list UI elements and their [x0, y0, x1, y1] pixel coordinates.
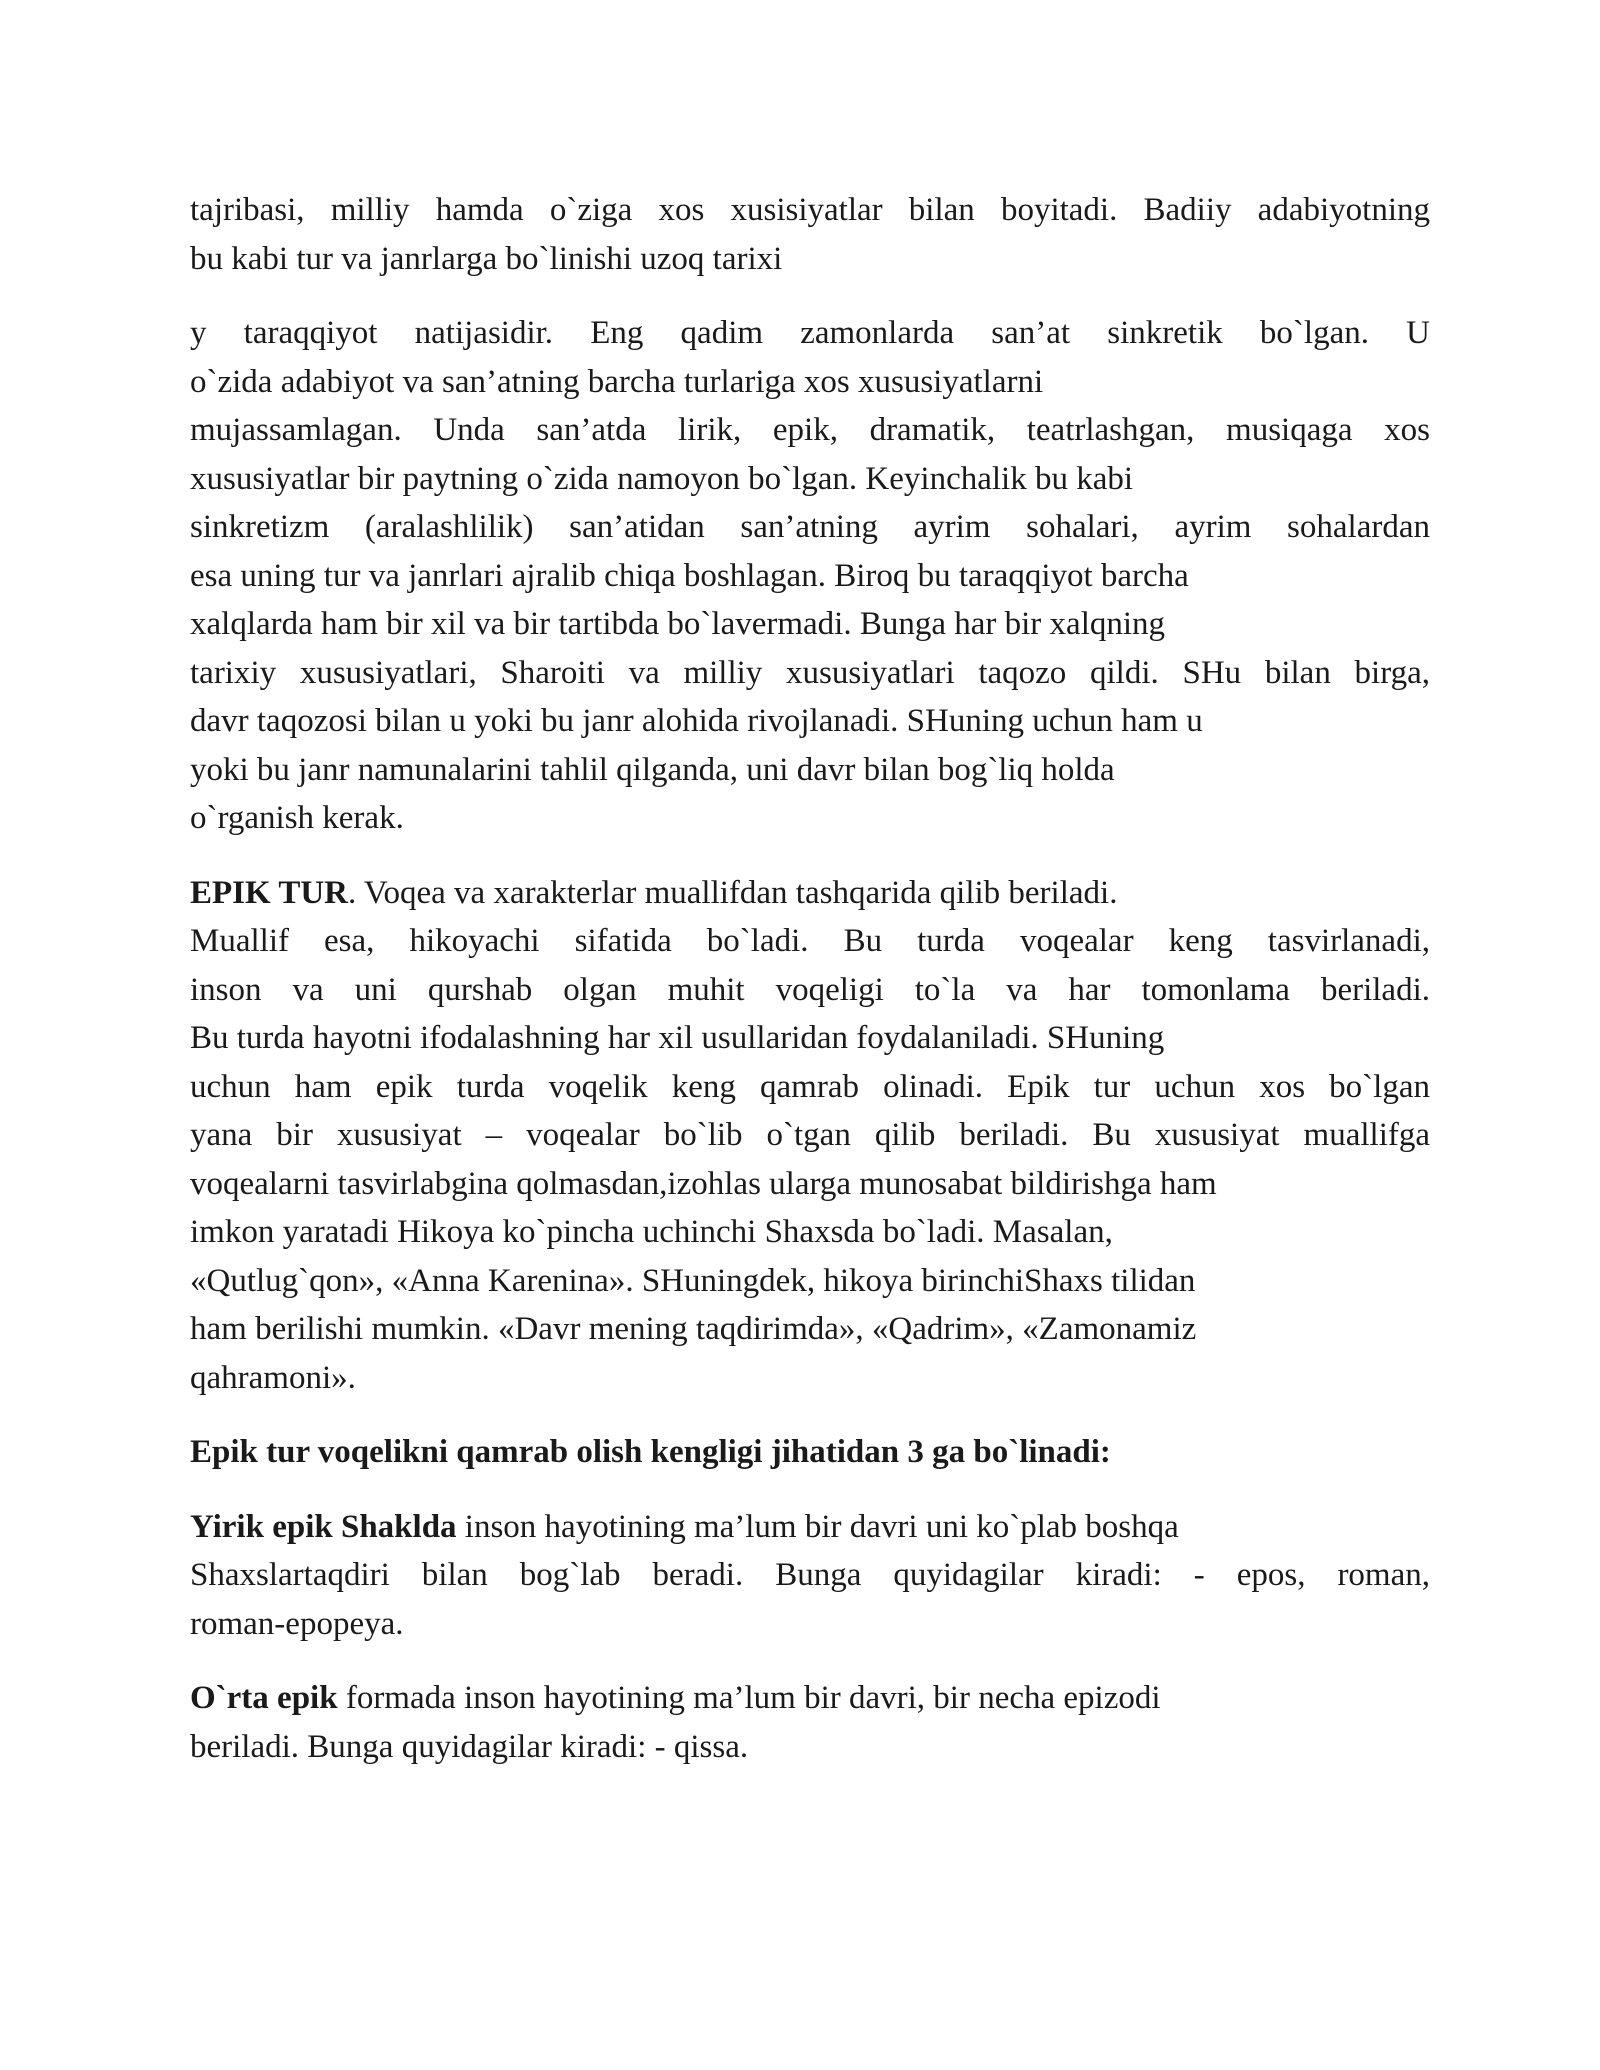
text-line: uchun ham epik turda voqelik keng qamrab olinadi. Epik tur uchun xos bo`lgan [190, 1068, 1430, 1105]
text-line: o`rganish kerak. [190, 800, 404, 836]
text-line: imkon yaratadi Hikoya ko`pincha uchinchi Shaxsda bo`ladi. Masalan, [190, 1214, 1113, 1250]
paragraph-yirik-epik [190, 1503, 1430, 1649]
text-line: qahramoni». [190, 1359, 356, 1396]
text-line: yoki bu janr namunalarini tahlil qilganda, uni davr bilan bog`liq holda [190, 751, 1115, 788]
text-line: o`zida adabiyot va san’atning barcha turlariga xos xususiyatlarni [190, 363, 1044, 400]
text-line: esa uning tur va janrlari ajralib chiqa boshlagan. Biroq bu taraqqiyot barcha [190, 557, 1189, 594]
text-line: ham berilishi mumkin. «Davr mening taqdirimda», «Qadrim», «Zamonamiz [190, 1311, 1197, 1347]
text-line: beriladi. Bunga quyidagilar kiradi: - qissa. [190, 1728, 749, 1765]
text-run: formada inson hayotining ma’lum bir davri, bir necha epizodi [337, 1680, 1161, 1716]
text-line [190, 869, 1430, 918]
text-line: tajribasi, milliy hamda o`ziga xos xusisiyatlar bilan boyitadi. Badiiy adabiyotning [190, 192, 1430, 228]
paragraph-intro [190, 186, 1430, 283]
text-line: yana bir xususiyat – voqealar bo`lib o`tgan qilib beriladi. Bu xususiyat muallifga [190, 1117, 1430, 1153]
paragraph-orta-epik [190, 1674, 1430, 1771]
text-line: mujassamlagan. Unda san’atda lirik, epik, dramatik, teatrlashgan, musiqaga xos [190, 412, 1430, 448]
paragraph-classification-heading [190, 1428, 1430, 1477]
text-line [190, 1674, 1430, 1723]
text-line: davr taqozosi bilan u yoki bu janr alohida rivojlanadi. SHuning uchun ham u [190, 703, 1203, 739]
text-line: Muallif esa, hikoyachi sifatida bo`ladi. Bu turda voqealar keng tasvirlanadi, [190, 923, 1430, 959]
text-line: xususiyatlar bir paytning o`zida namoyon bo`lgan. Keyinchalik bu kabi [190, 460, 1134, 497]
text-line: voqealarni tasvirlabgina qolmasdan,izohlas ularga munosabat bildirishga ham [190, 1165, 1217, 1202]
text-line: bu kabi tur va janrlarga bo`linishi uzoq tarixi [190, 240, 783, 277]
text-line: xalqlarda ham bir xil va bir tartibda bo`lavermadi. Bunga har bir xalqning [190, 606, 1166, 642]
bold-term-epik-tur: EPIK TUR [190, 874, 349, 911]
paragraph-epik-tur [190, 869, 1430, 1403]
document-body [190, 186, 1430, 1797]
text-line: sinkretizm (aralashlilik) san’atidan san’atning ayrim sohalari, ayrim sohalardan [190, 509, 1430, 545]
paragraph-history [190, 309, 1430, 843]
text-line [190, 1503, 1430, 1552]
text-line: Bu turda hayotni ifodalashning har xil usullaridan foydalaniladi. SHuning [190, 1020, 1165, 1056]
text-line: inson va uni qurshab olgan muhit voqeligi to`la va har tomonlama beriladi. [190, 971, 1430, 1008]
text-line: Shaxslartaqdiri bilan bog`lab beradi. Bunga quyidagilar kiradi: - epos, roman, [190, 1557, 1430, 1593]
text-line: y taraqqiyot natijasidir. Eng qadim zamonlarda san’at sinkretik bo`lgan. U [190, 315, 1430, 351]
text-line: tarixiy xususiyatlari, Sharoiti va milliy xususiyatlari taqozo qildi. SHu bilan birga, [190, 654, 1430, 691]
bold-term-orta-epik: O`rta epik [190, 1680, 338, 1716]
text-line: roman-epopeya. [190, 1605, 404, 1642]
bold-term-yirik-epik: Yirik epik Shakldа [190, 1508, 457, 1545]
text-run: . Voqea va xarakterlar muallifdan tashqarida qilib beriladi. [348, 874, 1118, 911]
text-line: «Qutlug`qon», «Anna Karenina». SHuningdek, hikoya birinchiShaxs tilidan [190, 1262, 1196, 1299]
text-run: inson hayotining ma’lum bir davri uni ko`plab boshqa [456, 1508, 1179, 1545]
section-heading: Epik tur voqelikni qamrab olish kengligi jihatidan 3 ga bo`linadi: [190, 1434, 1111, 1470]
